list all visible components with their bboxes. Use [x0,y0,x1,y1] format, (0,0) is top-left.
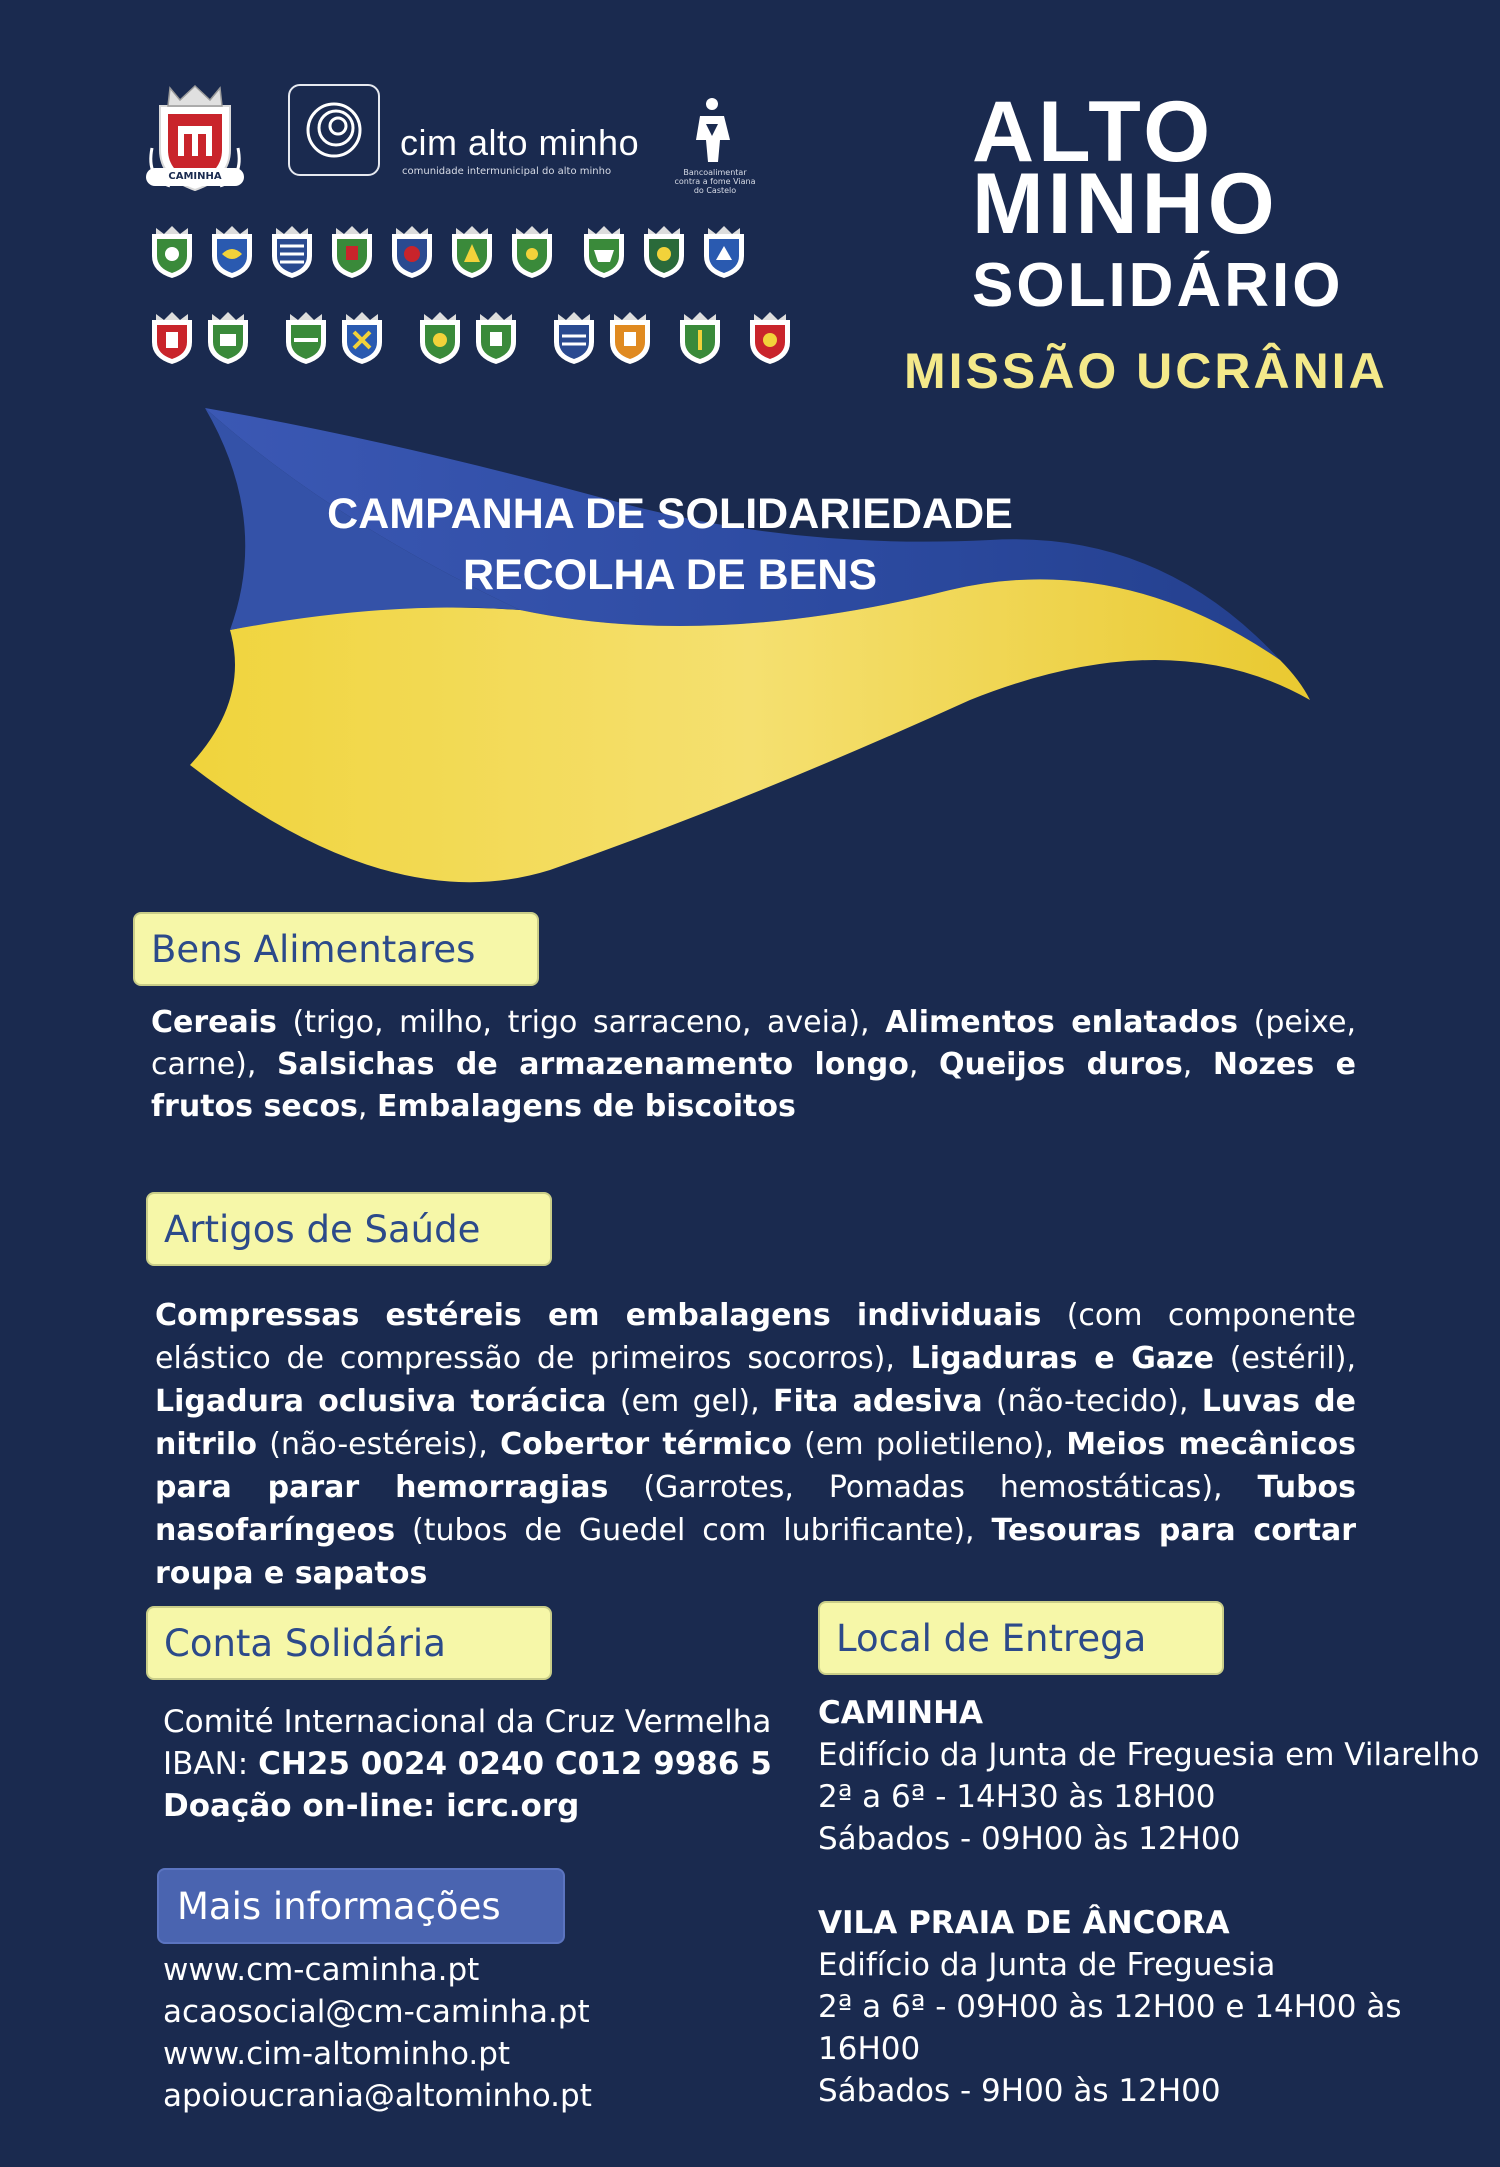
parish-crest-icon [472,310,520,366]
health-item: Ligadura oclusiva torácica [155,1384,607,1419]
account-holder: Comité Internacional da Cruz Vermelha [163,1704,772,1740]
location-weekday-hours: 2ª a 6ª - 09H00 às 12H00 e 14H00 às 16H00 [818,1989,1402,2067]
health-item: Compressas estéreis em embalagens individuais [155,1298,1042,1333]
caminha-ribbon: CAMINHA [146,168,244,186]
location-spacer [818,1860,1488,1902]
food-item: Nozes e frutos secos [151,1047,1357,1124]
cim-logo-icon [288,84,380,176]
health-section-title: Artigos de Saúde [164,1207,481,1251]
parish-crest-icon [550,310,598,366]
location-place: Edifício da Junta de Freguesia [818,1947,1276,1983]
email-link[interactable]: apoioucrania@altominho.pt [163,2078,592,2114]
account-section-label [146,1606,552,1680]
food-item: Embalagens de biscoitos [377,1089,796,1124]
food-item-detail: (trigo, milho, trigo sarraceno, aveia), [276,1005,886,1040]
health-item: Cobertor térmico [500,1427,792,1462]
parish-crest-icon [606,310,654,366]
location-name-text: CAMINHA [818,1695,984,1731]
online-donation-text: Doação on-line: icrc.org [163,1788,580,1824]
location-weekday-hours: 2ª a 6ª - 14H30 às 18H00 [818,1779,1216,1815]
parish-crest-icon [328,224,376,280]
parish-crests-row-1 [148,224,748,280]
food-section-label [133,912,539,986]
campaign-line-1: CAMPANHA DE SOLIDARIEDADE [327,490,1013,538]
more-info-section-label [157,1868,565,1944]
title-line-minho: MINHO [972,156,1279,252]
food-section-title: Bens Alimentares [151,927,476,971]
delivery-locations [818,1692,1488,2112]
location-caminha [818,1692,1488,1860]
food-item: Queijos duros [938,1047,1183,1082]
parish-crest-icon [448,224,496,280]
health-item: Meios mecânicos para parar hemorragias [155,1427,1356,1505]
health-item: Ligaduras e Gaze [910,1341,1214,1376]
website-link[interactable]: www.cim-altominho.pt [163,2036,511,2072]
parish-crest-icon [700,224,748,280]
location-name-text: VILA PRAIA DE ÂNCORA [818,1905,1230,1941]
website-link[interactable]: www.cm-caminha.pt [163,1952,480,1988]
location-name [818,1902,1488,1944]
health-item-detail: (estéril), [1213,1341,1356,1376]
parish-crest-icon [388,224,436,280]
title-line-alto: ALTO [972,84,1215,180]
food-item: Salsichas de armazenamento longo [276,1047,909,1082]
banco-alimentar-icon [690,96,738,166]
account-section-title: Conta Solidária [164,1621,446,1665]
food-item: Cereais [151,1005,277,1040]
health-item: Luvas de nitrilo [155,1384,1356,1462]
health-items-paragraph [155,1294,1356,1595]
parish-crest-icon [640,224,688,280]
food-separator: , [1182,1047,1213,1082]
parish-crest-icon [268,224,316,280]
parish-crests-row-2 [148,310,794,366]
ukraine-flag-wave-icon [190,400,1320,920]
parish-crest-icon [282,310,330,366]
location-name [818,1692,1488,1734]
food-items-paragraph [151,1002,1356,1128]
health-item: Tesouras para cortar roupa e sapatos [155,1513,1356,1591]
parish-crest-icon [148,310,196,366]
mission-ukraine-title: MISSÃO UCRÂNIA [904,343,1388,399]
more-info-links [163,1949,783,2117]
iban-label: IBAN: [163,1746,259,1782]
cim-logo-subtitle: comunidade intermunicipal do alto minho [402,166,612,177]
parish-crest-icon [580,224,628,280]
title-solidario: SOLIDÁRIO [972,251,1344,320]
parish-crest-icon [676,310,724,366]
location-vila-praia-de-ancora [818,1902,1488,2112]
parish-crest-icon [338,310,386,366]
health-item: Fita adesiva [773,1384,983,1419]
health-item-detail: (não-tecido), [982,1384,1202,1419]
location-saturday-hours: Sábados - 9H00 às 12H00 [818,2073,1221,2109]
more-info-section-title: Mais informações [177,1884,501,1928]
alto-minho-title [972,84,1412,252]
delivery-section-label [818,1601,1224,1675]
parish-crest-icon [416,310,464,366]
food-separator: , [357,1089,377,1124]
parish-crest-icon [208,224,256,280]
email-link[interactable]: acaosocial@cm-caminha.pt [163,1994,590,2030]
cim-logo-name: cim alto minho [400,122,640,163]
account-iban-line [163,1743,783,1785]
delivery-section-title: Local de Entrega [836,1616,1147,1660]
health-item-detail: (em polietileno), [791,1427,1067,1462]
location-saturday-hours: Sábados - 09H00 às 12H00 [818,1821,1241,1857]
health-section-label [146,1192,552,1266]
location-place: Edifício da Junta de Freguesia em Vilarelho [818,1737,1480,1773]
parish-crest-icon [508,224,556,280]
health-item-detail: (Garrotes, Pomadas hemostáticas), [608,1470,1258,1505]
online-donation [163,1785,783,1827]
food-item: Alimentos enlatados [885,1005,1239,1040]
campaign-line-2: RECOLHA DE BENS [462,551,878,599]
food-separator: , [908,1047,939,1082]
health-item-detail: (em gel), [606,1384,773,1419]
health-item-detail: (tubos de Guedel com lubrificante), [395,1513,992,1548]
account-details [163,1701,783,1827]
parish-crest-icon [746,310,794,366]
banco-alimentar-label: Bancoalimentar contra a fome Viana do Castelo [674,168,756,195]
parish-crest-icon [204,310,252,366]
campaign-heading [300,484,1040,606]
iban-value: CH25 0024 0240 C012 9986 5 [258,1746,772,1782]
food-item-detail: (peixe, carne), [151,1005,1356,1082]
health-item-detail: (com componente elástico de compressão de primeiros socorros), [155,1298,1356,1376]
health-item-detail: (não-estéreis), [256,1427,501,1462]
health-item: Tubos nasofaríngeos [155,1470,1357,1548]
parish-crest-icon [148,224,196,280]
